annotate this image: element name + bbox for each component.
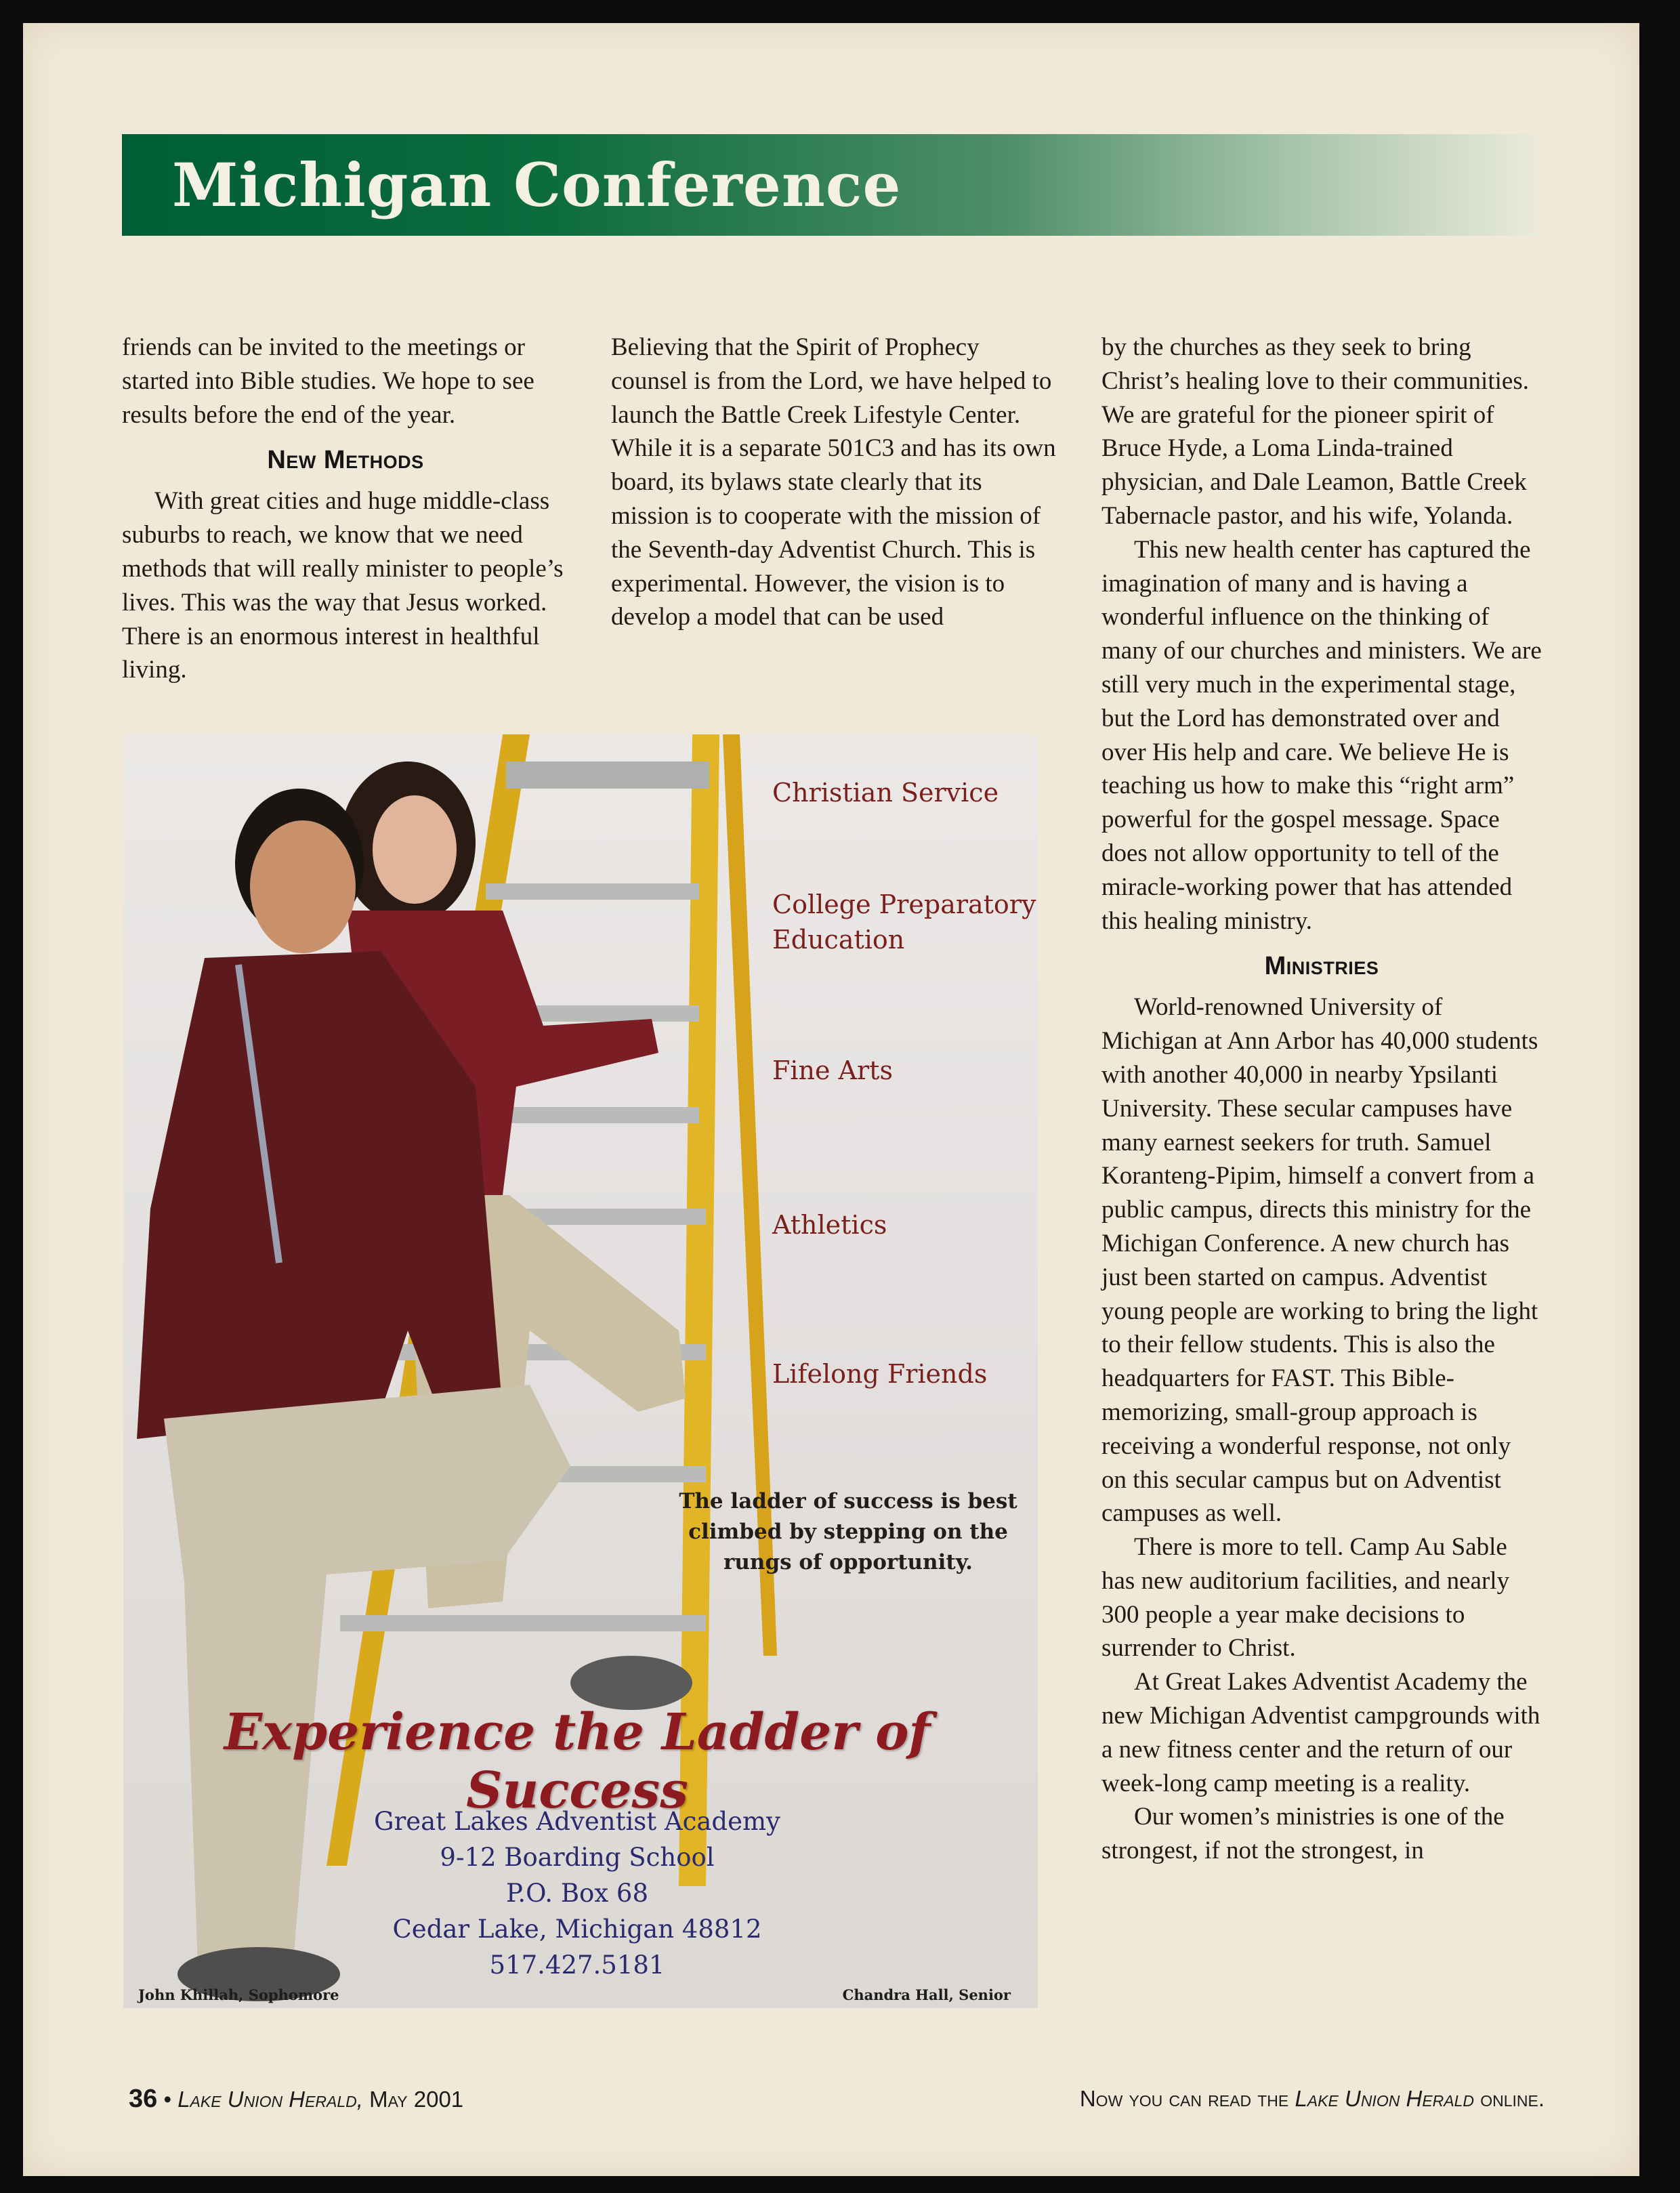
page-footer-right	[1080, 2085, 1545, 2112]
page-footer-left	[129, 2085, 463, 2113]
ad-list-item-college-prep: College Preparatory	[772, 890, 1036, 919]
ad-quote-line: climbed by stepping on the	[688, 1520, 1008, 1544]
ad-quote-line: The ladder of success is best	[679, 1489, 1017, 1513]
footer-suffix: online.	[1480, 2086, 1545, 2111]
publication-name: Lake Union Herald,	[177, 2087, 363, 2112]
ad-address	[327, 1803, 828, 1983]
ad-address-school: Great Lakes Adventist Academy	[374, 1807, 780, 1836]
section-title: Michigan Conference	[172, 150, 902, 220]
subheading-ministries: Ministries	[1264, 952, 1379, 981]
issue-date: May 2001	[369, 2087, 464, 2112]
ad-quote	[679, 1486, 1017, 1578]
ad-address-po-box: P.O. Box 68	[505, 1879, 649, 1908]
paragraph: This new health center has captured the imagination of many and is having a wonderful influence on the thinking of many of our churches and ministers. We are still very much in the experimental stage, but the Lord has demonstrated over and over His help and care. We believe He is teaching us how to make this “right arm” powerful for the gospel message. Space does not allow opportunity to tell of the miracle-working power that has attended this healing ministry.	[1101, 535, 1542, 935]
ad-list-item-lifelong-friends: Lifelong Friends	[772, 1359, 988, 1389]
text-column-2	[611, 331, 1058, 634]
text-column-1	[122, 331, 569, 687]
ad-slogan: Experience the Ladder of Success	[224, 1703, 931, 1820]
academy-advertisement	[123, 734, 1038, 2008]
photo-caption-left: John Khillah, Sophomore	[138, 1986, 339, 2003]
paragraph: by the churches as they seek to bring Christ’s healing love to their communities. We are grateful for the pioneer spirit of Bruce Hyde, a Loma Linda-trained physician, and Dale Leamon, Battle Creek Tabernacle pastor, and his wife, Yolanda.	[1101, 333, 1529, 530]
paragraph: friends can be invited to the meetings or started into Bible studies. We hope to see results before the end of the year.	[122, 333, 534, 429]
paragraph: World-renowned University of Michigan at Ann Arbor has 40,000 students with another 40,000 in nearby Ypsilanti University. These secular campuses have many earnest seekers for truth. Samuel Koranteng-Pipim, himself a convert from a public campus, directs this ministry for the Michigan Conference. A new church has just been started on campus. Adventist young people are working to bring the light to their fellow students. This is also the headquarters for FAST. This Bible-memorizing, small-group approach is receiving a wonderful response, not only on this secular campus but on Adventist campuses as well.	[1101, 993, 1538, 1528]
bullet-separator: •	[163, 2087, 172, 2112]
paragraph: Believing that the Spirit of Prophecy counsel is from the Lord, we have helped to launch the Battle Creek Lifestyle Center. While it is a separate 501C3 and has its own board, its bylaws state clearly that its mission is to cooperate with the mission of the Seventh-day Adventist Church. This is experimental. However, the vision is to develop a model that can be used	[611, 333, 1056, 631]
paragraph: There is more to tell. Camp Au Sable has new auditorium facilities, and nearly 300 people a year make decisions to surrender to Christ.	[1101, 1533, 1510, 1663]
paragraph: With great cities and huge middle-class suburbs to reach, we know that we need methods that will really minister to people’s lives. This was the way that Jesus worked. There is an enormous interest in healthful living.	[122, 487, 564, 684]
photo-caption-right: Chandra Hall, Senior	[842, 1986, 1011, 2003]
text-column-3	[1101, 331, 1542, 1868]
ad-address-grades: 9-12 Boarding School	[440, 1843, 715, 1872]
subheading-new-methods: New Methods	[267, 446, 424, 475]
footer-publication: Lake Union Herald	[1295, 2086, 1475, 2111]
ad-address-city: Cedar Lake, Michigan 48812	[392, 1915, 762, 1944]
ad-list-item-fine-arts: Fine Arts	[772, 1056, 893, 1085]
ad-list-item-education: Education	[772, 925, 905, 955]
ad-list-item-athletics: Athletics	[772, 1210, 887, 1240]
paragraph: At Great Lakes Adventist Academy the new Michigan Adventist campgrounds with a new fitness center and the return of our week-long camp meeting is a reality.	[1101, 1668, 1540, 1797]
footer-prefix: Now you can read the	[1079, 2086, 1289, 2111]
page-number: 36	[129, 2085, 158, 2113]
ad-list-item-christian-service: Christian Service	[772, 778, 999, 808]
ad-address-phone: 517.427.5181	[489, 1950, 665, 1980]
paragraph: Our women’s ministries is one of the strongest, if not the strongest, in	[1101, 1803, 1505, 1865]
ad-quote-line: rungs of opportunity.	[723, 1550, 973, 1574]
